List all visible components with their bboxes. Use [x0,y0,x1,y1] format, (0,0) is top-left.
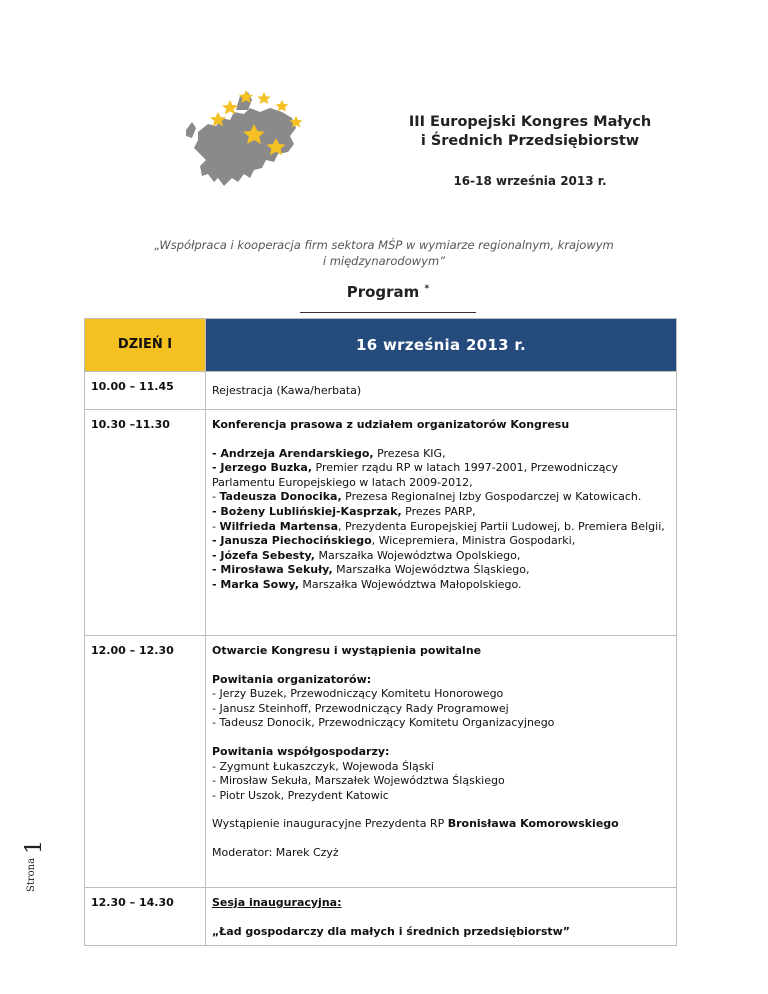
table-row [85,636,677,888]
participant-item: - Józefa Sebesty, Marszałka Województwa Opolskiego, [212,548,521,562]
participant-item: - Bożeny Lublińskiej-Kasprzak, Prezes PARP, [212,504,476,518]
inaugural-session-cell [206,888,677,946]
opening-cell [206,636,677,888]
day-date: 16 września 2013 r. [206,319,677,372]
participant-item: - Janusza Piechocińskiego, Wicepremiera, Ministra Gospodarki, [212,534,576,548]
congress-logo [178,82,318,202]
star-icon [222,100,238,114]
star-icon [276,100,289,111]
congress-motto [100,237,668,269]
press-conference-cell [206,410,677,636]
participant-item: - Wilfrieda Martensa, Prezydenta Europejskiej Partii Ludowej, b. Premiera Belgii, [212,519,665,533]
list-item: - Tadeusz Donocik, Przewodniczący Komitetu Organizacyjnego [212,716,555,730]
list-item: - Zygmunt Łukaszczyk, Wojewoda Śląski [212,759,434,773]
row-title: Sesja inauguracyjna: [212,896,342,909]
day-header-row [85,319,677,372]
list-item: - Piotr Uszok, Prezydent Katowic [212,788,389,802]
uk-shape [186,122,196,138]
schedule-table [84,318,677,946]
table-row [85,410,677,636]
row-title: Otwarcie Kongresu i wystąpienia powitalne [212,644,482,657]
page-number-value: 1 [22,840,47,854]
participant-item: - Jerzego Buzka, Premier rządu RP w latach 1997-2001, Przewodniczący Parlamentu Europejskiego w latach 2009-2012, [212,461,619,489]
participant-item: - Mirosława Sekuły, Marszałka Województwa Śląskiego, [212,563,530,577]
inaugural-speech: Wystąpienie inauguracyjne Prezydenta RP Bronisława Komorowskiego [212,817,619,831]
motto-line-2: i międzynarodowym” [322,254,446,268]
organizers-heading: Powitania organizatorów: [212,672,372,686]
row-time: 10.00 – 11.45 [85,372,206,410]
page-number [18,840,48,892]
day-label: DZIEŃ I [85,319,206,372]
cohosts-heading: Powitania współgospodarzy: [212,744,390,758]
row-time: 12.00 – 12.30 [85,636,206,888]
title-line-2: i Średnich Przedsiębiorstw [420,133,640,149]
page-label: Strona [26,857,37,892]
motto-line-1: „Współpraca i kooperacja firm sektora MŚP w wymiarze regionalnym, krajowym [154,238,614,252]
list-item: - Mirosław Sekuła, Marszałek Województwa Śląskiego [212,774,505,788]
row-text: Rejestracja (Kawa/herbata) [206,372,677,410]
row-title: Konferencja prasowa z udziałem organizatorów Kongresu [212,418,570,431]
participant-item: - Tadeusza Donocika, Prezesa Regionalnej Izby Gospodarczej w Katowicach. [212,490,642,504]
program-label: Program [346,283,420,301]
title-line-1: III Europejski Kongres Małych [408,114,652,130]
program-underline [300,312,476,313]
table-row [85,372,677,410]
program-footnote-mark: * [424,284,430,294]
moderator: Moderator: Marek Czyż [212,845,339,859]
congress-title [330,113,730,151]
list-item: - Janusz Steinhoff, Przewodniczący Rady Programowej [212,701,509,715]
program-heading [300,283,476,301]
star-icon [257,92,270,104]
row-time: 12.30 – 14.30 [85,888,206,946]
row-time: 10.30 –11.30 [85,410,206,636]
session-subtitle: „Ład gospodarczy dla małych i średnich przedsiębiorstw” [212,924,571,938]
participant-item: - Andrzeja Arendarskiego, Prezesa KIG, [212,446,446,460]
congress-dates: 16-18 września 2013 r. [453,174,607,188]
table-row [85,888,677,946]
list-item: - Jerzy Buzek, Przewodniczący Komitetu Honorowego [212,687,504,701]
participant-item: - Marka Sowy, Marszałka Województwa Małopolskiego. [212,577,522,591]
